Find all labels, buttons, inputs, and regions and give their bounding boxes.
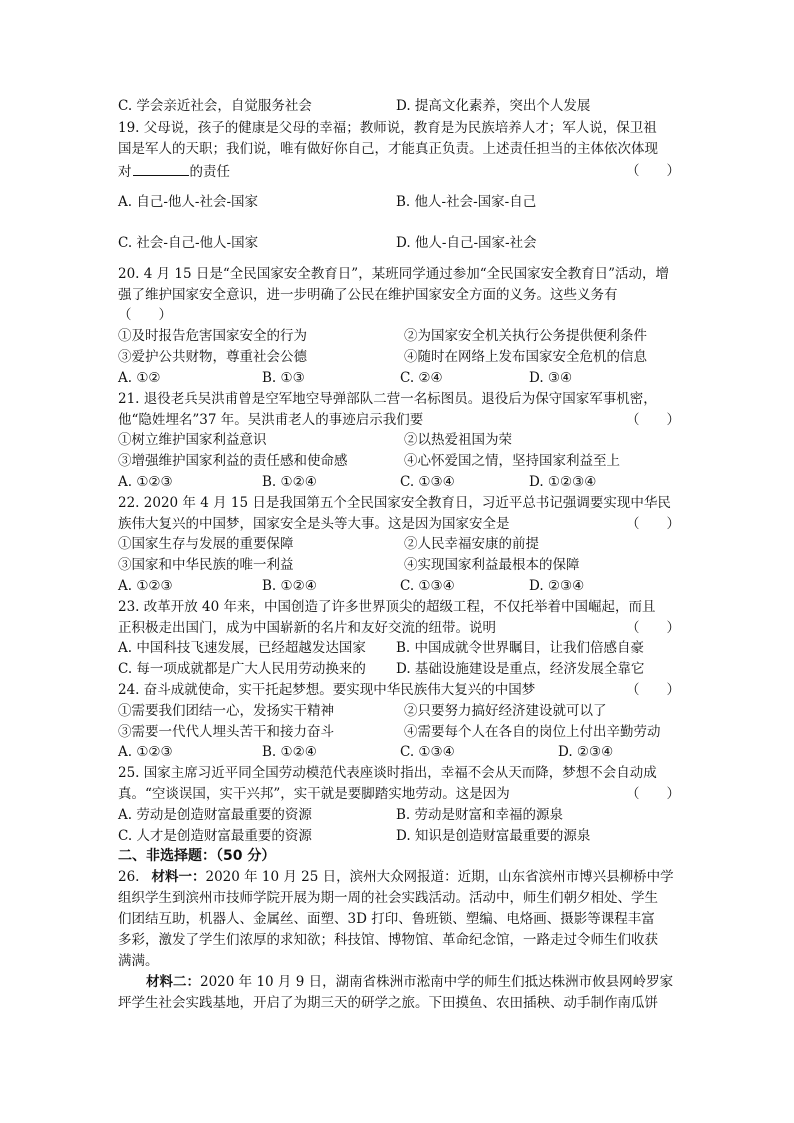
q22-item-2: ②人民幸福安康的前提: [404, 536, 539, 552]
q22-item-4: ④实现国家利益最根本的保障: [404, 557, 580, 573]
q20-stem-line2: 强了维护国家安全意识，进一步明确了公民在维护国家安全方面的义务。这些义务有: [118, 287, 618, 303]
q23-answer-paren: （ ）: [626, 620, 680, 636]
q21-option-b: B. ①②④: [262, 474, 317, 490]
q19-stem-line1: 19. 父母说，孩子的健康是父母的幸福；教师说，教育是为民族培养人才；军人说，保卫祖: [118, 120, 657, 136]
q26-material2-label: 材料二：: [146, 974, 200, 990]
q21-stem-line2: 他“隐姓埋名”37 年。吴洪甫老人的事迹启示我们要: [118, 412, 424, 428]
q26-material1-text: 2020 年 10 月 25 日，滨州大众网报道：近期，山东省滨州市博兴县柳桥中学: [205, 869, 674, 885]
q25-stem-line2: 真。“空谈误国，实干兴邦”，实干就是要脚踏实地劳动。这是因为: [118, 786, 510, 802]
q24-item-4: ④需要每个人在各自的岗位上付出辛勤劳动: [404, 724, 661, 740]
q19-option-d: D. 他人-自己-国家-社会: [396, 235, 537, 251]
q22-stem-line1: 22. 2020 年 4 月 15 日是我国第五个全民国家安全教育日，习近平总书记强调要实现中华民: [118, 495, 671, 511]
q19-answer-paren: （ ）: [626, 163, 680, 179]
q24-stem-line1: 24. 奋斗成就使命，实干托起梦想。要实现中华民族伟大复兴的中国梦: [118, 682, 536, 698]
q21-option-a: A. ①②③: [118, 474, 173, 490]
q26-material2-line1: [146, 972, 673, 992]
q19-stem-prefix: 对: [118, 164, 132, 180]
q18-option-c: C. 学会亲近社会，自觉服务社会: [118, 98, 312, 114]
q26-material2-line2: 坪学生社会实践基地，开启了为期三天的研学之旅。下田摸鱼、农田插秧、动手制作南瓜饼: [118, 995, 658, 1011]
q22-item-1: ①国家生存与发展的重要保障: [118, 536, 294, 552]
q24-item-3: ③需要一代代人埋头苦干和接力奋斗: [118, 724, 334, 740]
q20-option-c: C. ②④: [400, 370, 443, 386]
q18-option-d: D. 提高文化素养，突出个人发展: [396, 98, 591, 114]
q22-option-b: B. ①②④: [262, 578, 317, 594]
q21-item-3: ③增强维护国家利益的责任感和使命感: [118, 453, 348, 469]
q22-option-d: D. ②③④: [529, 578, 585, 594]
q19-option-a: A. 自己-他人-社会-国家: [118, 194, 259, 210]
q26-material1-line4: 多彩，激发了学生们浓厚的求知欲；科技馆、博物馆、革命纪念馆，一路走过令师生们收获: [118, 932, 658, 948]
q26-number: 26.: [118, 869, 140, 885]
section-heading: 二、非选择题：（50 分）: [118, 848, 276, 864]
q19-stem-line3: [118, 161, 230, 182]
q20-item-4: ④随时在网络上发布国家安全危机的信息: [404, 349, 647, 365]
q24-option-b: B. ①②④: [262, 744, 317, 760]
q21-option-d: D. ①②③④: [529, 474, 597, 490]
q19-stem-line2: 国是军人的天职；我们说，唯有做好你自己，才能真正负责。上述责任担当的主体依次体现: [118, 141, 658, 157]
q24-item-1: ①需要我们团结一心，发扬实干精神: [118, 703, 334, 719]
q22-stem-line2: 族伟大复兴的中国梦，国家安全是头等大事。这是因为国家安全是: [118, 516, 510, 532]
q23-option-d: D. 基础设施建设是重点，经济发展全靠它: [396, 661, 645, 677]
q20-option-d: D. ③④: [529, 370, 573, 386]
q23-stem-line2: 正积极走出国门，成为中国崭新的名片和友好交流的纽带。说明: [118, 620, 496, 636]
q22-option-a: A. ①②③: [118, 578, 173, 594]
q26-material1-label: 材料一：: [151, 869, 206, 885]
q19-option-b: B. 他人-社会-国家-自己: [396, 194, 537, 210]
q19-stem-suffix: 的责任: [189, 164, 230, 180]
q25-option-b: B. 劳动是财富和幸福的源泉: [396, 807, 564, 823]
q23-option-b: B. 中国成就令世界瞩目，让我们倍感自豪: [396, 640, 645, 656]
q22-item-3: ③国家和中华民族的唯一利益: [118, 557, 294, 573]
q20-option-a: A. ①②: [118, 370, 161, 386]
q22-answer-paren: （ ）: [626, 516, 680, 532]
q21-item-4: ④心怀爱国之情，坚持国家利益至上: [404, 453, 620, 469]
q21-item-1: ①树立维护国家利益意识: [118, 432, 267, 448]
q20-item-2: ②为国家安全机关执行公务提供便利条件: [404, 328, 647, 344]
q21-stem-line1: 21. 退役老兵吴洪甫曾是空军地空导弹部队二营一名标图员。退役后为保守国家军事机密，: [118, 391, 657, 407]
q21-item-2: ②以热爱祖国为荣: [404, 432, 512, 448]
q20-answer-paren: （ ）: [118, 307, 172, 323]
q19-blank: [133, 161, 189, 176]
q25-option-a: A. 劳动是创造财富最重要的资源: [118, 807, 312, 823]
q25-stem-line1: 25. 国家主席习近平同全国劳动模范代表座谈时指出，幸福不会从天而降，梦想不会自动成: [118, 765, 657, 781]
q24-item-2: ②只要努力搞好经济建设就可以了: [404, 703, 607, 719]
q23-stem-line1: 23. 改革开放 40 年来，中国创造了许多世界顶尖的超级工程，不仅托举着中国崛起，而且: [118, 599, 656, 615]
q22-option-c: C. ①③④: [400, 578, 455, 594]
q24-option-c: C. ①③④: [400, 744, 455, 760]
q20-stem-line1: 20. 4 月 15 日是“全民国家安全教育日”，某班同学通过参加“全民国家安全教育日”活动，增: [118, 266, 670, 282]
q20-option-b: B. ①③: [262, 370, 305, 386]
q24-answer-paren: （ ）: [626, 682, 680, 698]
q25-option-d: D. 知识是创造财富最重要的源泉: [396, 828, 591, 844]
q24-option-d: D. ②③④: [558, 744, 614, 760]
q26-material1-line2: 组织学生到滨州市技师学院开展为期一周的社会实践活动。活动中，师生们朝夕相处、学生: [118, 890, 658, 906]
q26-material1-line1: [118, 867, 674, 887]
q21-answer-paren: （ ）: [626, 412, 680, 428]
q26-material1-line5: 满满。: [118, 953, 159, 969]
q26-material1-line3: 们团结互助，机器人、金属丝、面塑、3D 打印、鲁班锁、塑编、电烙画、摄影等课程丰富: [118, 911, 655, 927]
q19-option-c: C. 社会-自己-他人-国家: [118, 235, 259, 251]
q23-option-c: C. 每一项成就都是广大人民用劳动换来的: [118, 661, 366, 677]
q25-option-c: C. 人才是创造财富最重要的资源: [118, 828, 312, 844]
q24-option-a: A. ①②③: [118, 744, 173, 760]
q20-item-1: ①及时报告危害国家安全的行为: [118, 328, 307, 344]
q25-answer-paren: （ ）: [626, 786, 680, 802]
q23-option-a: A. 中国科技飞速发展，已经超越发达国家: [118, 640, 366, 656]
q26-material2-text: 2020 年 10 月 9 日，湖南省株洲市淞南中学的师生们抵达株洲市攸县网岭罗家: [200, 974, 674, 990]
q21-option-c: C. ①③④: [400, 474, 455, 490]
q20-item-3: ③爱护公共财物，尊重社会公德: [118, 349, 307, 365]
